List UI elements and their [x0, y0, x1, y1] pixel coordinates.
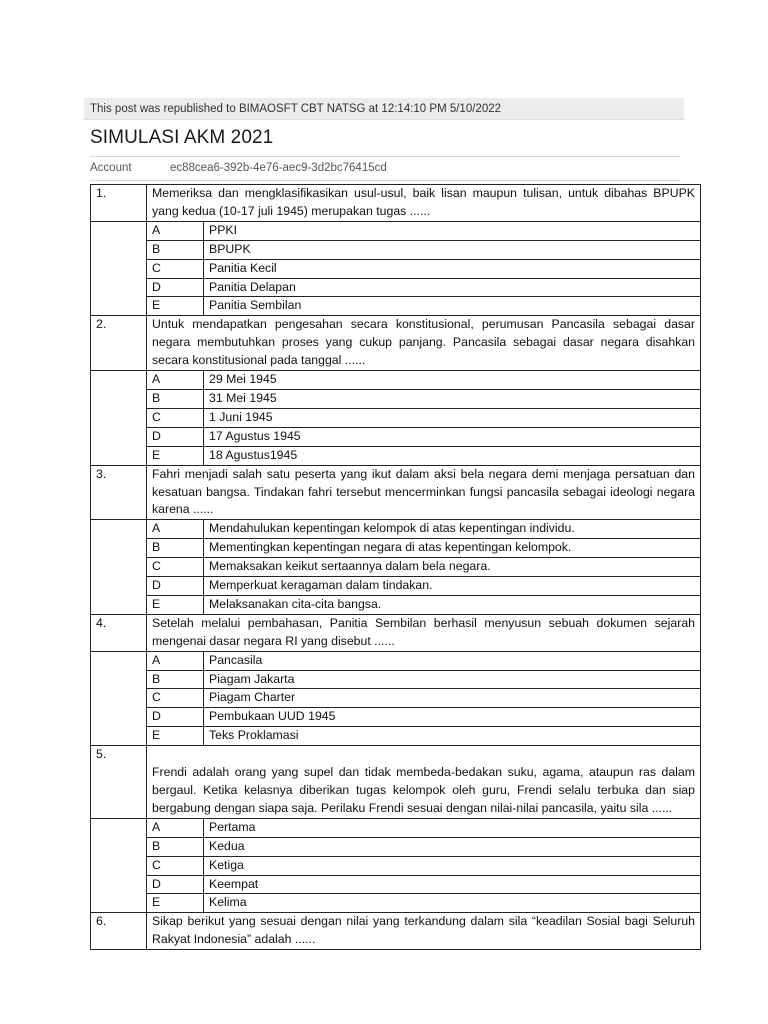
- option-letter: E: [147, 446, 204, 465]
- option-row: [91, 389, 701, 408]
- option-letter: C: [147, 408, 204, 427]
- option-letter: B: [147, 240, 204, 259]
- question-number: 3.: [91, 465, 147, 520]
- question-number: 4.: [91, 614, 147, 651]
- option-letter: C: [147, 689, 204, 708]
- option-indent-cell: [91, 894, 147, 913]
- option-row: [91, 408, 701, 427]
- option-letter: E: [147, 727, 204, 746]
- option-letter: B: [147, 539, 204, 558]
- option-text: Mementingkan kepentingan negara di atas kepentingan kelompok.: [204, 539, 701, 558]
- option-letter: D: [147, 427, 204, 446]
- option-row: [91, 278, 701, 297]
- option-indent-cell: [91, 651, 147, 670]
- option-indent-cell: [91, 558, 147, 577]
- question-row: [91, 614, 701, 651]
- option-letter: A: [147, 651, 204, 670]
- republish-banner: [84, 98, 684, 120]
- option-indent-cell: [91, 577, 147, 596]
- option-letter: A: [147, 221, 204, 240]
- question-number: 6.: [91, 913, 147, 950]
- question-row: [91, 465, 701, 520]
- option-row: [91, 371, 701, 390]
- option-indent-cell: [91, 427, 147, 446]
- question-text: [147, 465, 701, 520]
- option-row: [91, 894, 701, 913]
- account-label: Account: [90, 162, 132, 174]
- question-row: [91, 746, 701, 819]
- option-indent-cell: [91, 371, 147, 390]
- page-title: SIMULASI AKM 2021: [90, 127, 274, 148]
- question-number: 1.: [91, 185, 147, 222]
- option-text: Piagam Jakarta: [204, 670, 701, 689]
- question-text-content: Untuk mendapatkan pengesahan secara konstitusional, perumusan Pancasila sebagai dasar negara membutuhkan proses yang cukup panjang. Pancasila sebagai dasar negara disahkan secara konstitusional pada tanggal ......: [152, 317, 695, 368]
- option-indent-cell: [91, 446, 147, 465]
- option-text: Pertama: [204, 818, 701, 837]
- option-letter: C: [147, 856, 204, 875]
- option-text: Pancasila: [204, 651, 701, 670]
- option-indent-cell: [91, 297, 147, 316]
- option-letter: B: [147, 837, 204, 856]
- option-row: [91, 651, 701, 670]
- question-text: [147, 913, 701, 950]
- question-spacer: [152, 746, 695, 764]
- question-row: [91, 316, 701, 371]
- option-row: [91, 240, 701, 259]
- option-text: 18 Agustus1945: [204, 446, 701, 465]
- option-letter: C: [147, 259, 204, 278]
- option-row: [91, 558, 701, 577]
- option-text: 29 Mei 1945: [204, 371, 701, 390]
- option-text: Panitia Sembilan: [204, 297, 701, 316]
- title-divider: [90, 156, 680, 157]
- question-table: [90, 184, 701, 950]
- option-row: [91, 595, 701, 614]
- option-row: [91, 446, 701, 465]
- option-row: [91, 297, 701, 316]
- option-indent-cell: [91, 278, 147, 297]
- option-text: Kelima: [204, 894, 701, 913]
- option-letter: C: [147, 558, 204, 577]
- option-indent-cell: [91, 595, 147, 614]
- question-text-content: Frendi adalah orang yang supel dan tidak membeda-bedakan suku, agama, ataupun ras dalam bergaul. Ketika kelasnya diberikan tugas kelompok oleh guru, Frendi selalu terbuka dan siap bergabung dengan siapa saja. Perilaku Frendi sesuai dengan nilai-nilai pancasila, yaitu sila ......: [152, 765, 695, 815]
- option-text: Keempat: [204, 875, 701, 894]
- option-letter: D: [147, 708, 204, 727]
- option-text: Panitia Delapan: [204, 278, 701, 297]
- question-text-content: Memeriksa dan mengklasifikasikan usul-usul, baik lisan maupun tulisan, untuk dibahas BPUPK yang kedua (10-17 juli 1945) merupakan tugas ......: [152, 186, 695, 218]
- option-indent-cell: [91, 389, 147, 408]
- option-indent-cell: [91, 856, 147, 875]
- question-row: [91, 913, 701, 950]
- republish-note: This post was republished to BIMAOSFT CBT NATSG at 12:14:10 PM 5/10/2022: [90, 103, 502, 115]
- option-text: Kedua: [204, 837, 701, 856]
- question-text: [147, 316, 701, 371]
- option-text: PPKI: [204, 221, 701, 240]
- option-letter: E: [147, 595, 204, 614]
- option-row: [91, 259, 701, 278]
- option-letter: D: [147, 577, 204, 596]
- option-row: [91, 520, 701, 539]
- question-text-content: Sikap berikut yang sesuai dengan nilai yang terkandung dalam sila “keadilan Sosial bagi Seluruh Rakyat Indonesia” adalah ......: [152, 914, 695, 947]
- option-indent-cell: [91, 520, 147, 539]
- option-indent-cell: [91, 727, 147, 746]
- option-row: [91, 427, 701, 446]
- question-text-content: Fahri menjadi salah satu peserta yang ikut dalam aksi bela negara demi menjaga persatuan dan kesatuan bangsa. Tindakan fahri tersebut mencerminkan fungsi pancasila sebagai ideologi negara karena ......: [152, 466, 695, 517]
- account-id: ec88cea6-392b-4e76-aec9-3d2bc76415cd: [170, 162, 387, 174]
- question-number: 2.: [91, 316, 147, 371]
- option-row: [91, 689, 701, 708]
- option-row: [91, 708, 701, 727]
- question-number: 5.: [91, 746, 147, 819]
- option-text: 17 Agustus 1945: [204, 427, 701, 446]
- option-row: [91, 818, 701, 837]
- option-letter: D: [147, 278, 204, 297]
- option-indent-cell: [91, 875, 147, 894]
- option-row: [91, 670, 701, 689]
- option-text: Pembukaan UUD 1945: [204, 708, 701, 727]
- option-letter: E: [147, 297, 204, 316]
- option-indent-cell: [91, 689, 147, 708]
- option-indent-cell: [91, 259, 147, 278]
- option-indent-cell: [91, 670, 147, 689]
- option-text: Mendahulukan kepentingan kelompok di atas kepentingan individu.: [204, 520, 701, 539]
- option-letter: A: [147, 520, 204, 539]
- account-row: [90, 162, 387, 174]
- option-text: Teks Proklamasi: [204, 727, 701, 746]
- option-row: [91, 221, 701, 240]
- option-letter: D: [147, 875, 204, 894]
- option-indent-cell: [91, 539, 147, 558]
- question-text: [147, 746, 701, 819]
- option-indent-cell: [91, 221, 147, 240]
- option-indent-cell: [91, 818, 147, 837]
- option-row: [91, 837, 701, 856]
- option-row: [91, 577, 701, 596]
- option-row: [91, 727, 701, 746]
- option-text: Piagam Charter: [204, 689, 701, 708]
- question-row: [91, 185, 701, 222]
- option-row: [91, 539, 701, 558]
- option-row: [91, 875, 701, 894]
- question-text: [147, 614, 701, 651]
- option-letter: A: [147, 818, 204, 837]
- question-text: [147, 185, 701, 222]
- option-text: Panitia Kecil: [204, 259, 701, 278]
- option-row: [91, 856, 701, 875]
- question-text-content: Setelah melalui pembahasan, Panitia Sembilan berhasil menyusun sebuah dokumen sejarah mengenai dasar negara RI yang disebut ......: [152, 615, 695, 648]
- option-letter: E: [147, 894, 204, 913]
- option-letter: B: [147, 389, 204, 408]
- option-text: 1 Juni 1945: [204, 408, 701, 427]
- option-text: BPUPK: [204, 240, 701, 259]
- option-indent-cell: [91, 408, 147, 427]
- option-indent-cell: [91, 837, 147, 856]
- option-indent-cell: [91, 240, 147, 259]
- option-text: Ketiga: [204, 856, 701, 875]
- account-divider: [90, 180, 680, 181]
- option-text: Memaksakan keikut sertaannya dalam bela negara.: [204, 558, 701, 577]
- option-text: Melaksanakan cita-cita bangsa.: [204, 595, 701, 614]
- option-text: 31 Mei 1945: [204, 389, 701, 408]
- option-letter: B: [147, 670, 204, 689]
- option-letter: A: [147, 371, 204, 390]
- option-indent-cell: [91, 708, 147, 727]
- option-text: Memperkuat keragaman dalam tindakan.: [204, 577, 701, 596]
